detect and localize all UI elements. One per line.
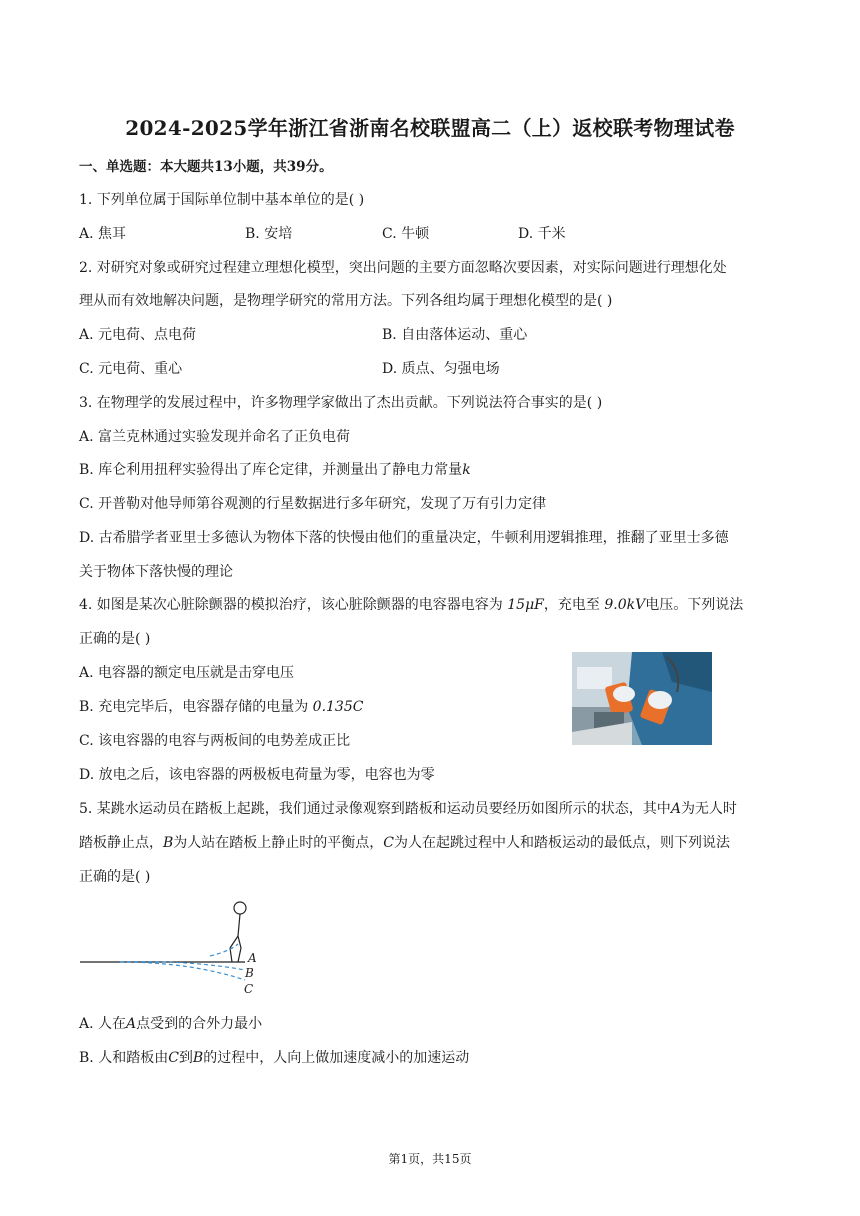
q2-option-b: B. 自由落体运动、重心: [382, 327, 528, 343]
q5-stem-text-2: 为无人时: [680, 801, 737, 817]
q5-option-b-text-2: 到: [178, 1050, 193, 1066]
q4-option-a: A. 电容器的额定电压就是击穿电压: [79, 665, 295, 681]
q2-option-c: C. 元电荷、重心: [79, 361, 183, 377]
q5-var-c: C: [383, 835, 395, 851]
q4-voltage-value: 9.0kV: [604, 597, 646, 613]
question-5-stem-line2: [79, 832, 730, 852]
q1-option-d: D. 千米: [518, 226, 566, 242]
question-5-stem-line3: 正确的是( ): [79, 869, 151, 885]
q5-stem-text-5: 为人在起跳过程中人和踏板运动的最低点，则下列说法: [394, 835, 731, 851]
q5-stem-text-1: 5. 某跳水运动员在踏板上起跳，我们通过录像观察到踏板和运动员要经历如图所示的状态，其中: [79, 801, 671, 817]
q4-stem-text-2: ，充电至: [543, 597, 600, 613]
q4-stem-text-3: 电压。下列说法: [645, 597, 744, 613]
q3-option-b: [79, 459, 471, 479]
q1-option-a: A. 焦耳: [79, 226, 127, 242]
q5-stem-text-4: 为人站在踏板上静止时的平衡点，: [173, 835, 384, 851]
question-3-stem: 3. 在物理学的发展过程中，许多物理学家做出了杰出贡献。下列说法符合事实的是( ): [79, 395, 603, 411]
q5-var-a: A: [670, 801, 681, 817]
q4-stem-text-1: 4. 如图是某次心脏除颤器的模拟治疗，该心脏除颤器的电容器电容为: [79, 597, 503, 613]
page-footer: 第1页，共15页: [388, 1152, 472, 1166]
q5-option-b-var-2: B: [192, 1050, 204, 1066]
q5-option-b-var-1: C: [168, 1050, 179, 1066]
q4-option-b: [79, 696, 363, 716]
question-4-stem-line1: [79, 594, 743, 614]
q3-option-c: C. 开普勒对他导师第谷观测的行星数据进行多年研究，发现了万有引力定律: [79, 496, 547, 512]
q3-option-b-var: k: [462, 462, 471, 478]
q4-option-b-value: 0.135C: [312, 699, 364, 715]
q3-option-d-line1: D. 古希腊学者亚里士多德认为物体下落的快慢由他们的重量决定，牛顿利用逻辑推理，推翻了亚里士多德: [79, 530, 729, 546]
question-1-stem: 1. 下列单位属于国际单位制中基本单位的是( ): [79, 192, 365, 208]
figure-label-c: C: [244, 982, 254, 996]
q3-option-b-text: B. 库仑利用扭秤实验得出了库仑定律，并测量出了静电力常量: [79, 462, 463, 478]
q5-option-a: [79, 1013, 262, 1033]
q3-option-d-line2: 关于物体下落快慢的理论: [79, 564, 233, 580]
q5-var-b: B: [163, 835, 174, 851]
section-heading: 一、单选题：本大题共13小题，共39分。: [79, 159, 333, 175]
page-title: 2024-2025学年浙江省浙南名校联盟高二（上）返校联考物理试卷: [125, 116, 735, 140]
q5-option-a-var: A: [126, 1016, 137, 1032]
diving-board-figure: [80, 896, 280, 1006]
q1-option-c: C. 牛顿: [382, 226, 430, 242]
q5-option-a-text-2: 点受到的合外力最小: [136, 1016, 263, 1032]
q4-option-d: D. 放电之后，该电容器的两极板电荷量为零，电容也为零: [79, 767, 435, 783]
question-2-stem-line2: 理从而有效地解决问题，是物理学研究的常用方法。下列各组均属于理想化模型的是( ): [79, 293, 613, 309]
q1-option-b: B. 安培: [245, 226, 293, 242]
figure-label-a: A: [248, 951, 257, 965]
question-2-stem-line1: 2. 对研究对象或研究过程建立理想化模型，突出问题的主要方面忽略次要因素，对实际问题进行理想化处: [79, 260, 727, 276]
q4-option-c: C. 该电容器的电容与两板间的电势差成正比: [79, 733, 351, 749]
q5-stem-text-3: 踏板静止点，: [79, 835, 163, 851]
q2-option-d: D. 质点、匀强电场: [382, 361, 500, 377]
figure-label-b: B: [245, 966, 254, 980]
q5-option-b-text-3: 的过程中，人向上做加速度减小的加速运动: [203, 1050, 470, 1066]
question-4-stem-line2: 正确的是( ): [79, 631, 151, 647]
question-5-stem-line1: [79, 798, 737, 818]
q4-capacitance-value: 15μF: [507, 597, 544, 613]
q5-option-a-text-1: A. 人在: [79, 1016, 127, 1032]
q2-option-a: A. 元电荷、点电荷: [79, 327, 197, 343]
q5-option-b: [79, 1047, 469, 1067]
defibrillator-photo: [572, 652, 712, 745]
q5-option-b-text-1: B. 人和踏板由: [79, 1050, 169, 1066]
q3-option-a: A. 富兰克林通过实验发现并命名了正负电荷: [79, 429, 351, 445]
q4-option-b-text: B. 充电完毕后，电容器存储的电量为: [79, 699, 309, 715]
